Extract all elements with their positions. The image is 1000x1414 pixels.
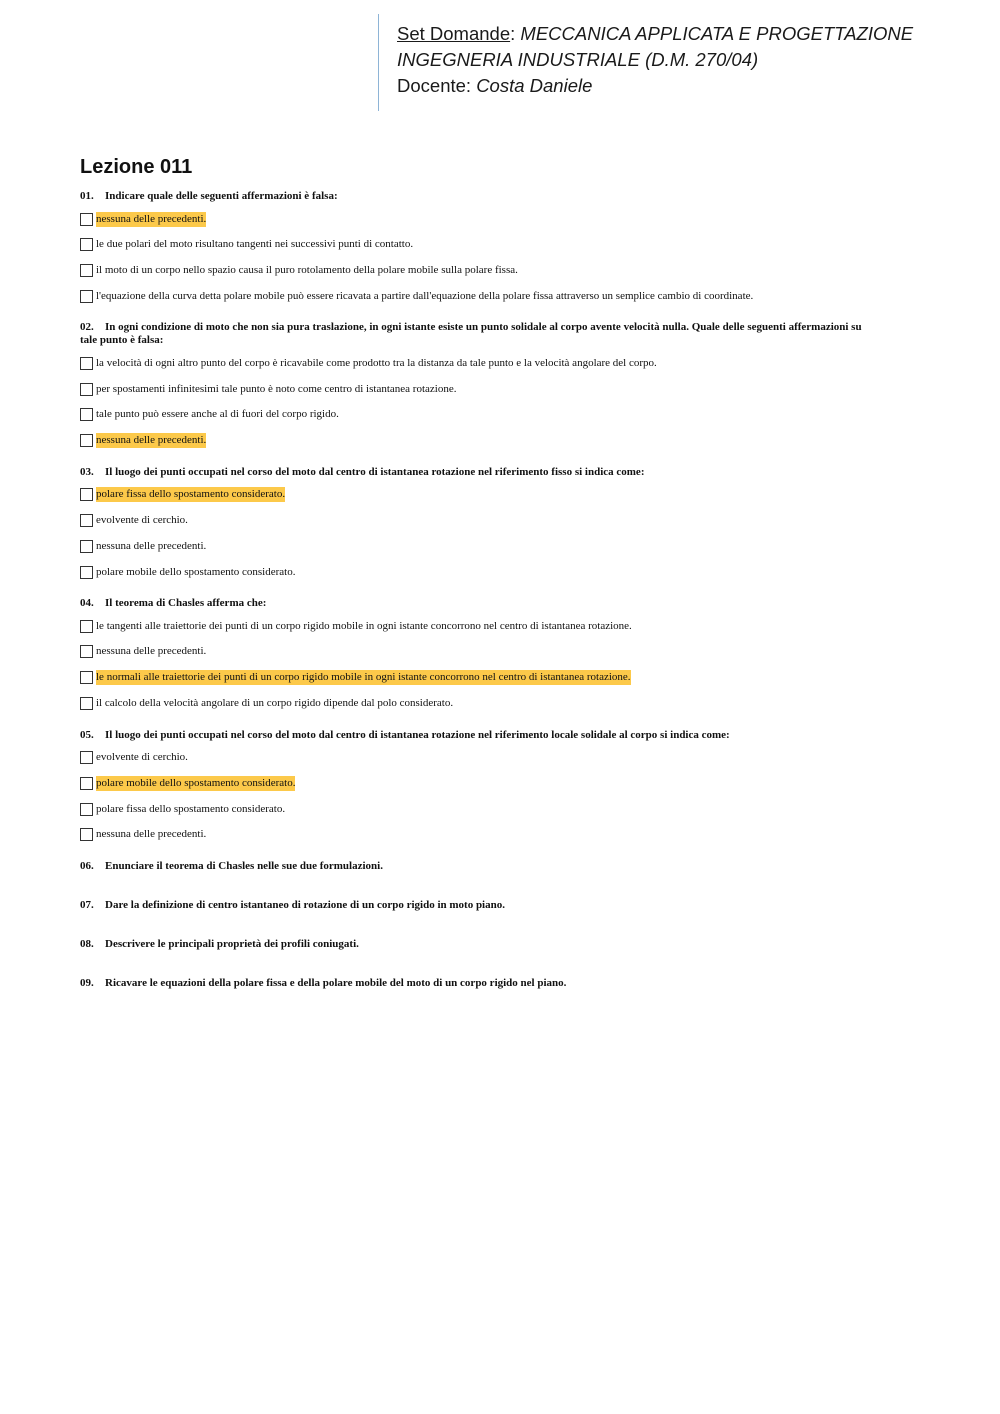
- answer-text: l'equazione della curva detta polare mobile può essere ricavata a partire dall'equazione della polare fissa attraverso un semplice cambio di coordinate.: [96, 289, 754, 302]
- question-number: 01.: [80, 190, 94, 202]
- answer-text: la velocità di ogni altro punto del corpo è ricavabile come prodotto tra la distanza da tale punto e la velocità angolare del corpo.: [96, 356, 657, 369]
- question-number: 05.: [80, 728, 94, 741]
- open-questions-section: [80, 860, 880, 990]
- answer-option[interactable]: [80, 237, 880, 253]
- question: [80, 466, 880, 580]
- open-question: [80, 938, 880, 951]
- answer-text: il moto di un corpo nello spazio causa il puro rotolamento della polare mobile sulla polare fissa.: [96, 264, 518, 277]
- document-header: [378, 14, 938, 111]
- answer-option[interactable]: [80, 407, 880, 423]
- answer-text: tale punto può essere anche al di fuori del corpo rigido.: [96, 408, 339, 421]
- answer-checkbox[interactable]: [80, 357, 93, 370]
- answer-text: nessuna delle precedenti.: [96, 645, 207, 658]
- program-title: INGEGNERIA INDUSTRIALE (D.M. 270/04): [397, 49, 759, 70]
- answer-option[interactable]: [80, 433, 880, 449]
- answer-text: il calcolo della velocità angolare di un corpo rigido dipende dal polo considerato.: [96, 697, 454, 710]
- multiple-choice-section: [80, 190, 880, 843]
- answer-checkbox[interactable]: [80, 434, 93, 447]
- question-number: 04.: [80, 597, 94, 610]
- question-number: 06.: [80, 859, 94, 872]
- question-list: [80, 190, 880, 1016]
- answer-checkbox[interactable]: [80, 777, 93, 790]
- answer-text: le due polari del moto risultano tangenti nei successivi punti di contatto.: [96, 238, 414, 251]
- answer-option[interactable]: [80, 801, 880, 817]
- correct-answer-text: le normali alle traiettorie dei punti di un corpo rigido mobile in ogni istante concorrono nel centro di istantanea rotazione.: [96, 671, 631, 684]
- question-label: Il teorema di Chasles afferma che:: [105, 597, 267, 610]
- answer-checkbox[interactable]: [80, 264, 93, 277]
- answer-option[interactable]: [80, 775, 880, 791]
- question-label: Il luogo dei punti occupati nel corso del moto dal centro di istantanea rotazione nel riferimento locale solidale al corpo si indica come:: [105, 728, 730, 741]
- answer-option[interactable]: [80, 538, 880, 554]
- question-number: 09.: [80, 976, 94, 989]
- correct-answer-text: nessuna delle precedenti.: [96, 434, 207, 447]
- question-label: Enunciare il teorema di Chasles nelle sue due formulazioni.: [105, 859, 383, 872]
- answer-option[interactable]: [80, 670, 880, 686]
- question-text: [80, 190, 880, 203]
- answer-checkbox[interactable]: [80, 645, 93, 658]
- answer-option[interactable]: [80, 288, 880, 304]
- question: [80, 597, 880, 711]
- answer-option[interactable]: [80, 513, 880, 529]
- answer-option[interactable]: [80, 644, 880, 660]
- answer-text: polare mobile dello spostamento considerato.: [96, 565, 296, 578]
- correct-answer-text: nessuna delle precedenti.: [96, 212, 207, 225]
- course-title: MECCANICA APPLICATA E PROGETTAZIONE: [520, 23, 914, 44]
- answer-checkbox[interactable]: [80, 488, 93, 501]
- answer-text: evolvente di cerchio.: [96, 751, 188, 764]
- question-number: 03.: [80, 465, 94, 478]
- set-label: Set Domande: [397, 23, 511, 44]
- answer-checkbox[interactable]: [80, 671, 93, 684]
- answer-option[interactable]: [80, 564, 880, 580]
- open-question: [80, 899, 880, 912]
- correct-answer-text: polare fissa dello spostamento considerato.: [96, 488, 286, 501]
- header-set-line: [397, 21, 938, 47]
- open-question: [80, 977, 880, 990]
- question-text: [80, 466, 880, 479]
- answer-checkbox[interactable]: [80, 213, 93, 226]
- answer-option[interactable]: [80, 355, 880, 371]
- question: [80, 321, 880, 448]
- correct-answer-text: polare mobile dello spostamento considerato.: [96, 776, 296, 789]
- answer-checkbox[interactable]: [80, 751, 93, 764]
- answer-option[interactable]: [80, 381, 880, 397]
- answer-text: polare fissa dello spostamento considerato.: [96, 802, 286, 815]
- question: [80, 190, 880, 304]
- answer-text: evolvente di cerchio.: [96, 514, 188, 527]
- question: [80, 729, 880, 843]
- answer-checkbox[interactable]: [80, 803, 93, 816]
- answer-option[interactable]: [80, 618, 880, 634]
- answer-checkbox[interactable]: [80, 383, 93, 396]
- docente-name: Costa Daniele: [476, 75, 593, 96]
- answer-option[interactable]: [80, 211, 880, 227]
- set-colon: :: [510, 23, 516, 44]
- answer-checkbox[interactable]: [80, 514, 93, 527]
- answer-text: per spostamenti infinitesimi tale punto è noto come centro di istantanea rotazione.: [96, 382, 457, 395]
- docente-label: Docente:: [397, 75, 472, 96]
- answer-checkbox[interactable]: [80, 408, 93, 421]
- answer-checkbox[interactable]: [80, 697, 93, 710]
- answer-text: nessuna delle precedenti.: [96, 539, 207, 552]
- question-label: Il luogo dei punti occupati nel corso del moto dal centro di istantanea rotazione nel riferimento fisso si indica come:: [105, 465, 645, 478]
- question-label: Descrivere le principali proprietà dei profili coniugati.: [105, 937, 359, 950]
- answer-checkbox[interactable]: [80, 566, 93, 579]
- answer-checkbox[interactable]: [80, 540, 93, 553]
- answer-option[interactable]: [80, 696, 880, 712]
- question-label: Ricavare le equazioni della polare fissa e della polare mobile del moto di un corpo rigido nel piano.: [105, 976, 567, 989]
- question-number: 02.: [80, 321, 94, 334]
- header-docente-line: [397, 73, 938, 99]
- question-text: [80, 321, 880, 347]
- question-label: In ogni condizione di moto che non sia pura traslazione, in ogni istante esiste un punto solidale al corpo avente velocità nulla. Quale delle seguenti affermazioni su tale punto è falsa:: [80, 321, 862, 347]
- answer-checkbox[interactable]: [80, 238, 93, 251]
- question-number: 08.: [80, 937, 94, 950]
- open-question: [80, 860, 880, 873]
- answer-text: nessuna delle precedenti.: [96, 828, 207, 841]
- question-text: [80, 597, 880, 610]
- answer-checkbox[interactable]: [80, 828, 93, 841]
- answer-option[interactable]: [80, 827, 880, 843]
- lesson-title: Lezione 011: [80, 156, 193, 178]
- question-label: Dare la definizione di centro istantaneo di rotazione di un corpo rigido in moto piano.: [105, 898, 505, 911]
- answer-option[interactable]: [80, 263, 880, 279]
- answer-option[interactable]: [80, 750, 880, 766]
- answer-text: le tangenti alle traiettorie dei punti di un corpo rigido mobile in ogni istante concorrono nel centro di istantanea rotazione.: [96, 619, 632, 632]
- question-label: Indicare quale delle seguenti affermazioni è falsa:: [105, 190, 338, 202]
- answer-option[interactable]: [80, 487, 880, 503]
- question-number: 07.: [80, 898, 94, 911]
- answer-checkbox[interactable]: [80, 620, 93, 633]
- answer-checkbox[interactable]: [80, 290, 93, 303]
- question-text: [80, 729, 880, 742]
